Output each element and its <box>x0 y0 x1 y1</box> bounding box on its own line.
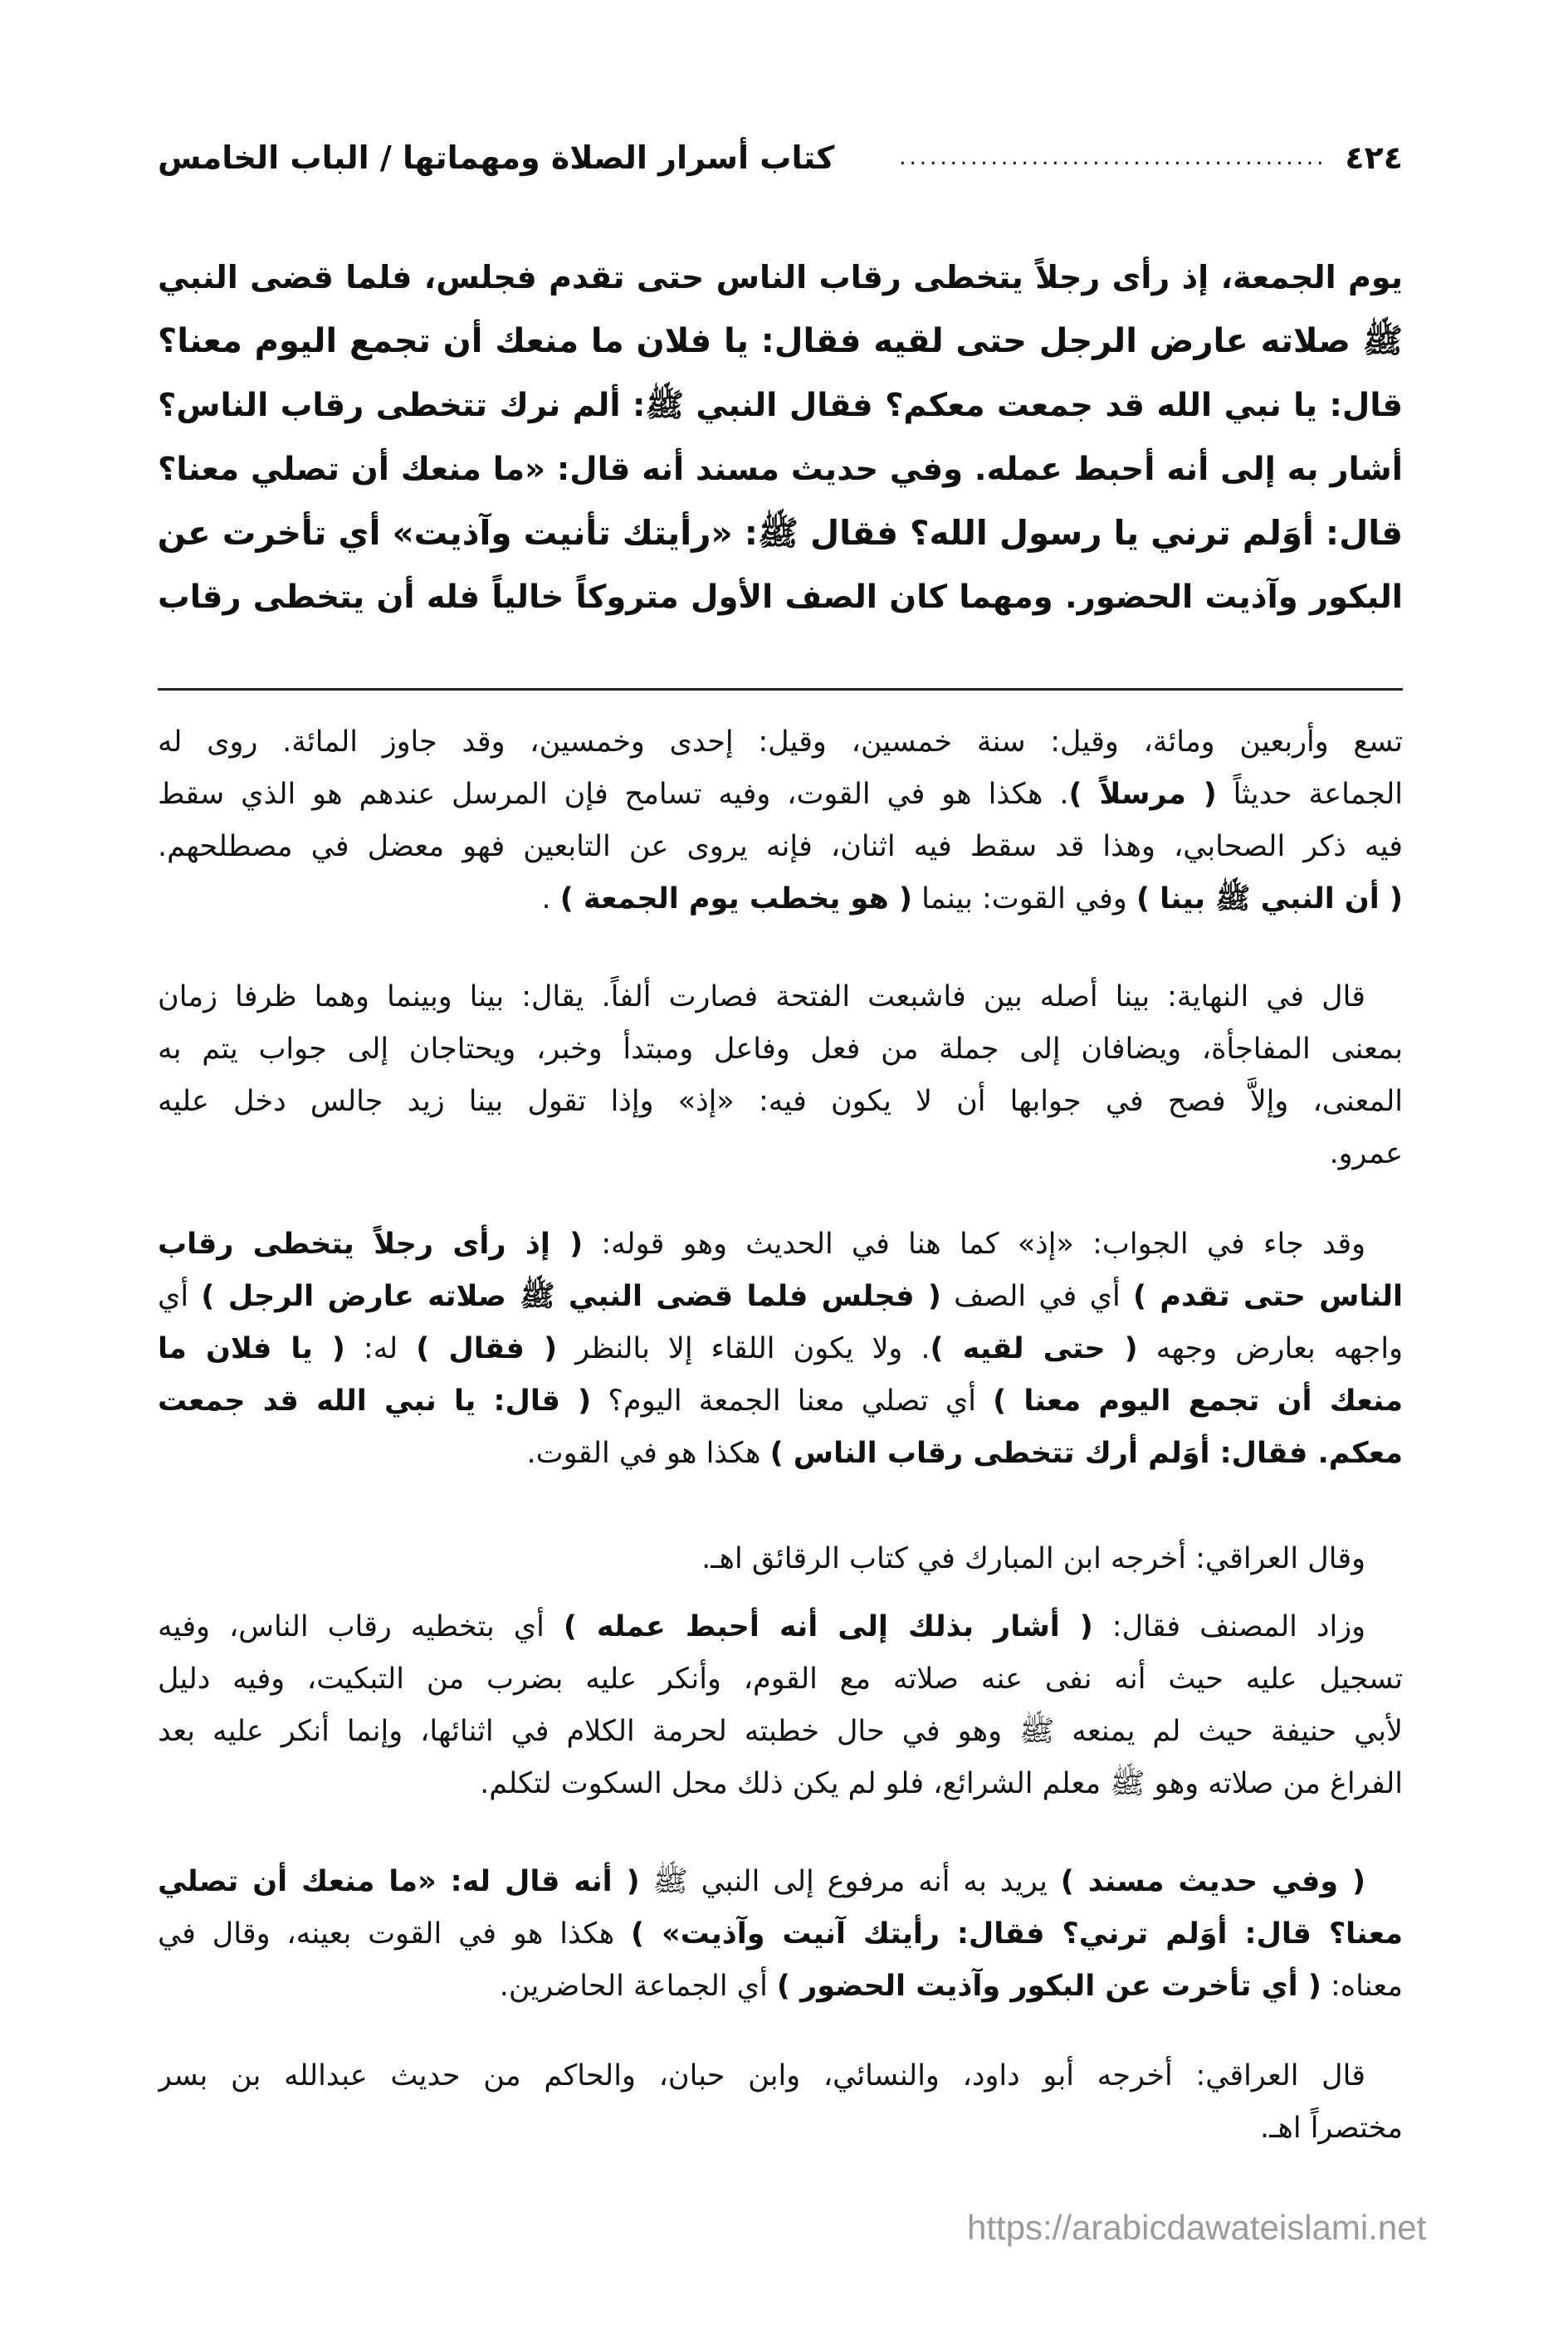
footnote-line <box>158 1601 1403 1653</box>
quoted-text: الناس حتى تقدم ) <box>1132 1280 1403 1313</box>
main-text <box>158 246 1403 629</box>
commentary-text: أي بتخطيه رقاب الناس، وفيه <box>158 1610 564 1643</box>
main-text-line: البكور وآذيت الحضور. ومهما كان الصف الأول متروكاً خالياً فله أن يتخطى رقاب <box>158 579 1403 616</box>
footnote-paragraph <box>158 1533 1403 1585</box>
commentary-text: أي <box>158 1280 202 1313</box>
footnote-paragraph <box>158 2050 1403 2155</box>
quoted-text: ( أن النبي ﷺ بينا ) <box>1136 882 1403 916</box>
footnote-line <box>158 2050 1403 2102</box>
quoted-text: ( فجلس فلما قضى النبي ﷺ صلاته عارض الرجل ) <box>201 1280 941 1313</box>
main-text-line: يوم الجمعة، إذ رأى رجلاً يتخطى رقاب الناس حتى تقدم فجلس، فلما قضى النبي <box>158 259 1403 295</box>
footnote-line <box>158 1856 1403 1908</box>
footnote-line <box>158 821 1403 873</box>
commentary-text: يريد به أنه مرفوع إلى النبي ﷺ <box>639 1865 1061 1898</box>
footnote-paragraph <box>158 1601 1403 1810</box>
footnote-line <box>158 1758 1403 1810</box>
commentary-text: تسع وأربعين ومائة، وقيل: سنة خمسين، وقيل: إحدى وخمسين، وقد جاوز المائة. روى له <box>158 725 1403 759</box>
header-leader-dots: .......................................... <box>899 145 1327 170</box>
commentary-text: . هكذا هو في القوت، وفيه تسامح فإن المرسل عندهم هو الذي سقط <box>158 778 1069 811</box>
footnote-line <box>158 1706 1403 1758</box>
footnote-line <box>158 1375 1403 1428</box>
main-text-line: قال: يا نبي الله قد جمعت معكم؟ فقال النبي ﷺ: ألم نرك تتخطى رقاب الناس؟ <box>158 387 1403 424</box>
commentary-text: . ولا يكون اللقاء إلا بالنظر <box>557 1332 931 1365</box>
quoted-text: معنا؟ قال: أوَلم ترني؟ فقال: رأيتك آنيت وآذيت» ) <box>631 1917 1403 1951</box>
footnote-line <box>158 1128 1403 1180</box>
footnote-divider <box>158 688 1403 691</box>
footnote-line <box>158 1271 1403 1323</box>
footnote-paragraph <box>158 971 1403 1180</box>
footnote-paragraph <box>158 1218 1403 1480</box>
commentary-text: بمعنى المفاجأة، ويضافان إلى جملة من فعل وفاعل ومبتدأ وخبر، ويحتاجان إلى جواب يتم به <box>158 1033 1403 1066</box>
quoted-text: ( إذ رأى رجلاً يتخطى رقاب <box>158 1228 584 1261</box>
commentary-text: عمرو. <box>1329 1137 1403 1170</box>
footnote-line <box>158 716 1403 769</box>
quoted-text: ( وفي حديث مسند ) <box>1060 1865 1366 1898</box>
footnote-line <box>158 1961 1403 2013</box>
commentary-text: فيه ذكر الصحابي، وهذا قد سقط فيه اثنان، فإنه يروى عن التابعين فهو معضل في مصطلحهم. <box>158 830 1403 863</box>
commentary-text: وقال العراقي: أخرجه ابن المبارك في كتاب الرقائق اهـ. <box>701 1542 1365 1575</box>
commentary-text: المعنى، وإلاَّ فصح في جوابها أن لا يكون فيه: «إذ» وإذا تقول بينا زيد جالس دخل عليه <box>158 1085 1403 1118</box>
commentary-text: الفراغ من صلاته وهو ﷺ معلم الشرائع، فلو لم يكن ذلك محل السكوت لتكلم. <box>480 1767 1403 1800</box>
commentary-text: قال في النهاية: بينا أصله بين فاشبعت الفتحة فصارت ألفاً. يقال: بينا وبينما وهما ظرفا زمان <box>158 980 1365 1013</box>
main-text-line: ﷺ صلاته عارض الرجل حتى لقيه فقال: يا فلان ما منعك أن تجمع اليوم معنا؟ <box>158 322 1403 360</box>
footnote-line <box>158 1323 1403 1375</box>
footnote-paragraph <box>158 1856 1403 2013</box>
commentary-text: وزاد المصنف فقال: <box>1092 1610 1365 1643</box>
footnote-line <box>158 2102 1403 2155</box>
page-number: ٤٢٤ <box>1345 139 1403 176</box>
header-title: كتاب أسرار الصلاة ومهماتها / الباب الخامس <box>158 139 835 176</box>
commentary-text: لأبي حنيفة حيث لم يمنعه ﷺ وهو في حال خطبته لحرمة الكلام في اثنائها، وإنما أنكر عليه بعد <box>158 1715 1403 1748</box>
commentary-text: وقد جاء في الجواب: «إذ» كما هنا في الحديث وهو قوله: <box>583 1228 1365 1261</box>
quoted-text: ( أنه قال له: «ما منعك أن تصلي <box>158 1865 640 1898</box>
commentary-text: تسجيل عليه حيث أنه نفى عنه صلاته مع القوم، وأنكر عليه بضرب من التبكيت، وفيه دليل <box>158 1663 1403 1696</box>
commentary-text: واجهه بعارض وجهه <box>1137 1332 1403 1365</box>
footnote-line <box>158 873 1403 925</box>
footnote-line <box>158 1076 1403 1128</box>
commentary-text: الجماعة حديثاً <box>1216 778 1403 811</box>
commentary-text: قال العراقي: أخرجه أبو داود، والنسائي، وابن حبان، والحاكم من حديث عبدالله بن بسر <box>158 2059 1365 2093</box>
quoted-text: معكم. فقال: أوَلم أرك تتخطى رقاب الناس ) <box>769 1437 1403 1470</box>
quoted-text: ( هو يخطب يوم الجمعة ) <box>559 882 912 916</box>
commentary-text: أي في الصف <box>940 1280 1133 1313</box>
commentary-text: وفي القوت: بينما <box>911 882 1136 916</box>
footnote-line <box>158 1428 1403 1480</box>
footnote-line <box>158 971 1403 1023</box>
quoted-text: ( حتى لقيه ) <box>930 1332 1138 1365</box>
footnote-line <box>158 769 1403 821</box>
quoted-text: ( أي تأخرت عن البكور وآذيت الحضور ) <box>776 1970 1321 2003</box>
footnote-line <box>158 1908 1403 1961</box>
commentary-text: أي تصلي معنا الجمعة اليوم؟ <box>591 1384 994 1418</box>
commentary-text: . <box>541 882 560 916</box>
commentary-text: له: <box>344 1332 417 1365</box>
quoted-text: ( قال: يا نبي الله قد جمعت <box>158 1384 592 1418</box>
footnote-line <box>158 1653 1403 1706</box>
quoted-text: ( فقال ) <box>416 1332 558 1365</box>
watermark: https://arabicdawateislami.net <box>967 2208 1427 2247</box>
commentary-text: مختصراً اهـ. <box>1260 2112 1403 2145</box>
quoted-text: ( أشار بذلك إلى أنه أحبط عمله ) <box>563 1610 1093 1643</box>
footnote-line <box>158 1533 1403 1585</box>
main-text-line: قال: أوَلم ترني يا رسول الله؟ فقال ﷺ: «رأيتك تأنيت وآذيت» أي تأخرت عن <box>158 513 1403 553</box>
main-text-line: أشار به إلى أنه أحبط عمله. وفي حديث مسند أنه قال: «ما منعك أن تصلي معنا؟ <box>158 451 1403 488</box>
commentary-text: معناه: <box>1321 1970 1403 2003</box>
running-header <box>158 133 1403 183</box>
footnote-paragraph <box>158 716 1403 925</box>
quoted-text: ( مرسلاً ) <box>1068 778 1217 811</box>
quoted-text: ( يا فلان ما <box>158 1332 345 1365</box>
footnote-line <box>158 1218 1403 1271</box>
commentary-text: هكذا هو في القوت. <box>526 1437 770 1470</box>
commentary-text: أي الجماعة الحاضرين. <box>499 1970 777 2003</box>
commentary-text: هكذا هو في القوت بعينه، وقال في <box>158 1917 632 1951</box>
quoted-text: منعك أن تجمع اليوم معنا ) <box>993 1384 1403 1418</box>
footnote-line <box>158 1023 1403 1076</box>
